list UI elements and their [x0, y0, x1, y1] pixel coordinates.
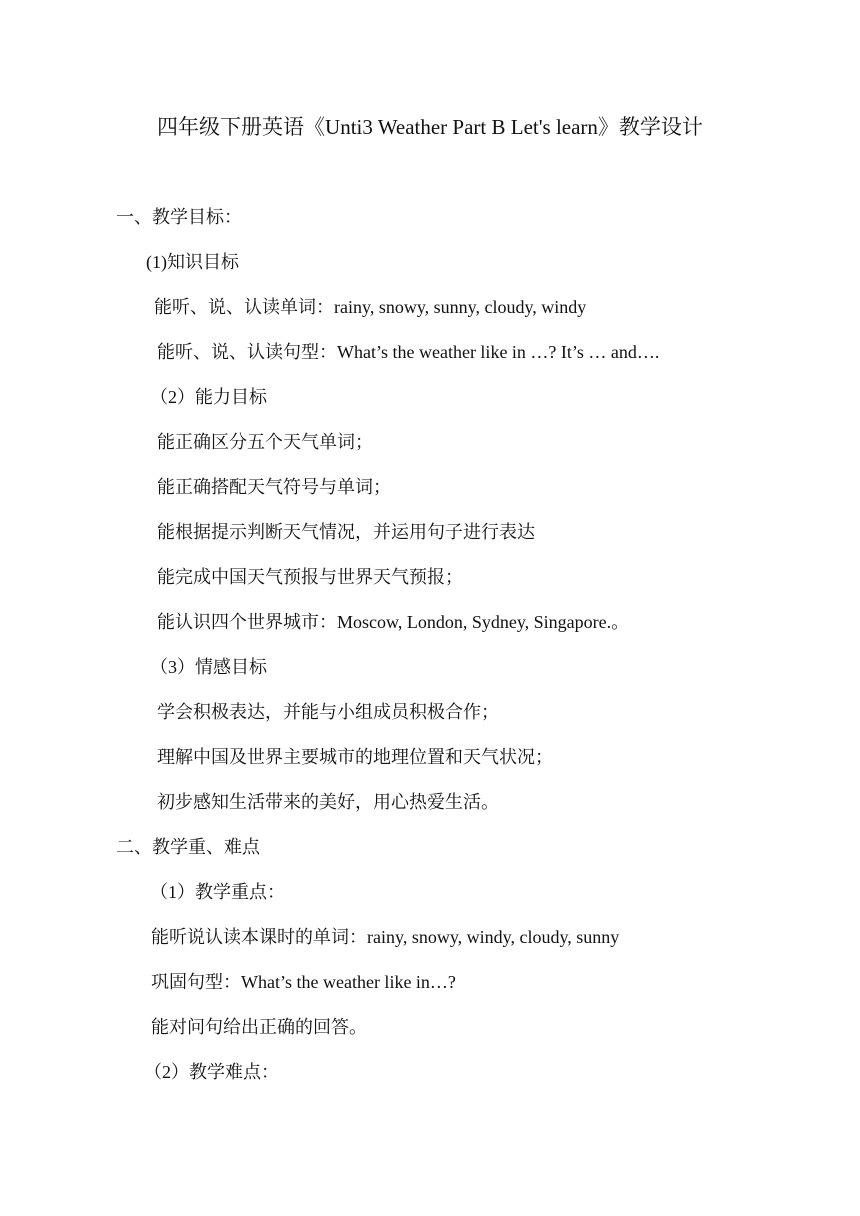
- paragraph-line: 学会积极表达，并能与小组成员积极合作；: [157, 702, 499, 722]
- paragraph-line: 理解中国及世界主要城市的地理位置和天气状况；: [157, 747, 553, 767]
- paragraph-line: 能听、说、认读单词：rainy, snowy, sunny, cloudy, windy: [154, 297, 587, 317]
- paragraph-line: 能对问句给出正确的回答。: [151, 1017, 367, 1037]
- paragraph-line: 能认识四个世界城市：Moscow, London, Sydney, Singapore.。: [157, 612, 630, 632]
- subheading-teaching-focus: （1）教学重点：: [150, 882, 285, 902]
- section-heading-key-points: 二、教学重、难点: [116, 837, 260, 857]
- paragraph-line: 能正确搭配天气符号与单词；: [157, 477, 391, 497]
- paragraph-line: 能听说认读本课时的单词：rainy, snowy, windy, cloudy, sunny: [151, 927, 620, 947]
- subheading-knowledge-goals: (1)知识目标: [146, 252, 239, 272]
- subheading-teaching-difficulty: （2）教学难点：: [144, 1062, 279, 1082]
- paragraph-line: 能听、说、认读句型：What’s the weather like in …? It’s … and….: [157, 342, 660, 362]
- subheading-ability-goals: （2）能力目标: [150, 387, 267, 407]
- document-title: 四年级下册英语《Unti3 Weather Part B Let's learn》教学设计: [157, 115, 703, 139]
- paragraph-line: 初步感知生活带来的美好，用心热爱生活。: [157, 792, 499, 812]
- section-heading-objectives: 一、教学目标：: [116, 207, 242, 227]
- paragraph-line: 巩固句型：What’s the weather like in…?: [151, 972, 456, 992]
- paragraph-line: 能根据提示判断天气情况，并运用句子进行表达: [157, 522, 535, 542]
- paragraph-line: 能正确区分五个天气单词；: [157, 432, 373, 452]
- paragraph-line: 能完成中国天气预报与世界天气预报；: [157, 567, 463, 587]
- subheading-emotional-goals: （3）情感目标: [150, 657, 267, 677]
